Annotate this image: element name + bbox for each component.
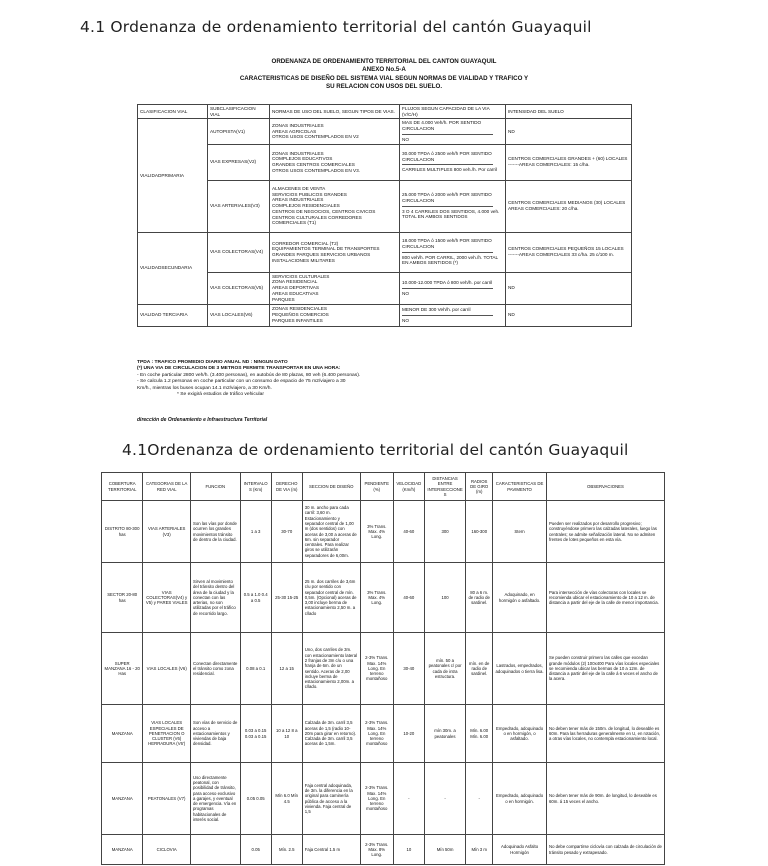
cell-cob: DISTRITO 80-300 has (102, 501, 143, 563)
cell-pav: Stern (493, 501, 547, 563)
doc-header-line3: CARACTERISTICAS DE DISEÑO DEL SISTEMA VIAL SEGUN NORMAS DE VIALIDAD Y TRAFICO Y (239, 75, 529, 82)
land-use-line: COMPLEJOS RESIDENCIALES (272, 203, 340, 209)
table-row (102, 763, 665, 835)
land-use-line: AREAS EDUCATIVAS (272, 290, 319, 296)
note-line: * Se exigirá estudios de tráfico vehicular (177, 392, 264, 398)
flow-line: NO (402, 317, 410, 323)
cell-fun: Son vías de servicio de acceso a estacionamientos y viviendas de baja densidad. (190, 705, 240, 763)
cell-obs: Para intersección de vías colectoras con locales se recomienda ubicar el estacionamiento de 10 a 12 m. de distancia a partir del eje de la calle de menor importancia. (546, 563, 664, 633)
cell-dis: 100 (424, 563, 465, 633)
cell-cat: VIAS ARTERIALES (V3) (143, 501, 191, 563)
cell-fun (190, 835, 240, 865)
land-use-line: PARQUES (272, 296, 295, 302)
cell-int: 0.05 (240, 835, 271, 865)
cell-der: Mín. 2.5 (271, 835, 302, 865)
intensity-cell (506, 304, 632, 326)
table-row (102, 633, 665, 705)
cell-int: 0.5 a 1.0 0.4 a 0.5 (240, 563, 271, 633)
intensity-line: CENTROS COMERCIALES PEQUEÑOS 15 LOCALES (508, 246, 624, 252)
table-row (102, 705, 665, 763)
cell-der: 25-30 15-25 (271, 563, 302, 633)
cell-obs: No deben tener más de 150m. de longitud, lo deseable es 60m. Para las herraduras generalmente en U, en rotación, a otras vías locales, no contempla estacionamiento local. (546, 705, 664, 763)
flow-cell (400, 304, 506, 326)
land-use-line: ZONA RESIDENCIAL (272, 279, 318, 285)
cell-sec: 30 m. ancho para cada carril: 3,60 m. Estacionamiento y separador central de 1,00 m (dos sentidos) con aceras de 3,00 a aceras de 6m. sin separador centrales. Para realizar giros se utilizarán separadores de 6,00m. (302, 501, 360, 563)
subclass-cell: VIAS COLECTORAS(V4) (208, 232, 270, 272)
intensity-cell (506, 272, 632, 304)
subclass-cell: VIAS EXPRESAS(V2) (208, 144, 270, 180)
cell-pav: Empedrado, adoquinado o en hormigón, o asfaltado. (493, 705, 547, 763)
table-row (138, 232, 632, 272)
cell-int: 0.05 0.05 (240, 763, 271, 835)
direccion-label: dirección de Ordenamiento e Infraestructura Territorial (137, 417, 268, 423)
cell-dis: mín 30m. a peatonales (424, 705, 465, 763)
cell-der: Mín 6.0 Mín 4.5 (271, 763, 302, 835)
cell-sec: Uno, dos carriles de 3m. con estacionamiento lateral 2 franjas de 3m c/u o una franja de 6m. de un sentido. Aceras de 2,00 incluye berma de estacionamiento 2,00m. a c/lado. (302, 633, 360, 705)
land-use-line: OTROS USOS CONTEMPLADOS EN V2 (272, 134, 359, 140)
intensity-line: ND (508, 285, 515, 291)
cell-pen: 3% Trans. Max. 4% Long. (360, 501, 393, 563)
note-line: (*) UNA VIA DE CIRCULACION DE 3 METROS PERMITE TRANSPORTAR EN UNA HORA: (137, 366, 341, 372)
intensity-cell (506, 232, 632, 272)
flow-cell (400, 144, 506, 180)
cell-cat: VIAS LOCALES (V6) (143, 633, 191, 705)
cell-pen: 2-3% Trans. Max. 8% Long. (360, 835, 393, 865)
classification-cell: VIALIDAD TERCIARIA (138, 304, 208, 326)
table-row (102, 501, 665, 563)
doc-header-line4: SU RELACION CON USOS DEL SUELO. (325, 83, 443, 90)
land-use-line: ZONAS INDUSTRIALES (272, 150, 324, 156)
cell-dis: 300 (424, 501, 465, 563)
land-use-line: SERVICIOS PUBLICOS GRANDES (272, 191, 347, 197)
cell-vel: 40-60 (393, 563, 424, 633)
page-title-2: 4.1Ordenanza de ordenamiento territorial del cantón Guayaquil (122, 441, 629, 459)
land-use-line: CENTROS CULTURALES CORREDORES COMERCIALES (T1) (272, 214, 362, 226)
header-cell: CLASIFICACION VIAL (138, 105, 208, 119)
land-use-line: AREAS AGRICOLAS (272, 128, 317, 134)
land-use-line: OTROS USOS CONTEMPLADOS EN V3. (272, 167, 361, 173)
cell-sec: Faja Central 1.5 m (302, 835, 360, 865)
cell-vel: 40-60 (393, 501, 424, 563)
cell-rad: mín. en de radio de sardinel. (466, 633, 493, 705)
cell-cob: SECTOR 20-80 has (102, 563, 143, 633)
header-cell: SUBCLASIFICACION VIAL (208, 105, 270, 119)
intensity-line: ND (508, 128, 515, 134)
cell-der: 12 a 15 (271, 633, 302, 705)
intensity-cell (506, 144, 632, 180)
cell-int: 0.08 a 0.1 (240, 633, 271, 705)
land-use-line: ZONAS INDUSTRIALES (272, 122, 324, 128)
note-line: Km/h., mientras los buses ocupan 14.1 m2/viajero, a 30 Km/h. (137, 385, 272, 391)
header-cell: DISTANCIAS ENTRE INTERSECCIONES (424, 473, 465, 501)
cell-pen: 2-3% Trans. Max. 14% Long. En terreno montañoso (360, 705, 393, 763)
road-classification-table (137, 104, 632, 327)
cell-vel: - (393, 763, 424, 835)
cell-cat: VIAS COLECTORAS(V4) y V5) y PARES VIALES (143, 563, 191, 633)
cell-pav: Adoquinado, en hormigón o asfaltado. (493, 563, 547, 633)
table-row (138, 304, 632, 326)
land-use-line: CENTROS DE NEGOCIOS, CENTROS CIVICOS (272, 208, 376, 214)
cell-pen: 2-3% Trans. Max. 14% Long. En terreno montañoso (360, 633, 393, 705)
flow-divider (402, 315, 493, 316)
intensity-cell (506, 119, 632, 144)
table-row (138, 272, 632, 304)
cell-fun: Uso directamente peatonal, con posibilidad de tránsito, para acceso exclusivo a garajes, y eventual de emergencia. Vía en programas habitacionales de interés social. (190, 763, 240, 835)
flow-line: 3 O 4 CARRILES DOS SENTIDOS, 4.000 veh. TOTAL EN AMBOS SENTIDOS (402, 208, 500, 220)
intensity-line: ND (508, 312, 515, 318)
flow-line: NO (402, 290, 410, 296)
doc-header-line1: ORDENANZA DE ORDENAMIENTO TERRITORIAL DEL CANTON GUAYAQUIL (271, 58, 497, 65)
flow-line: 10.000-12.000 TPDA ó 800 veh/h. por carril (402, 279, 493, 285)
header-cell: OBSERVACIONES (546, 473, 664, 501)
land-use-line: COMPLEJOS EDUCATIVOS (272, 156, 333, 162)
header-cell: INTERVALOS (Km) (240, 473, 271, 501)
cell-rad: - (466, 763, 493, 835)
table-row (102, 835, 665, 865)
cell-int: 1 a 3 (240, 501, 271, 563)
cell-fun: Sirven al movimiento del tránsito dentro del área de la ciudad y la conectan con las arterias, no son utilizadas por el tráfico de recorrido largo. (190, 563, 240, 633)
land-use-cell (270, 180, 400, 232)
intensity-line: CENTROS COMERCIALES GRANDES + (60) LOCALES (508, 156, 628, 162)
cell-obs: Pueden ser realizados por desarrollo progresivo; construyéndose primero las calzadas laterales, luego las centrales; se admite señalización lateral. No se admiten frentes de lotes pequeños en esta vía. (546, 501, 664, 563)
cell-vel: 30-40 (393, 633, 424, 705)
cell-obs: No debe compartirse ciclovía con calzada de circulación de tránsito pesado y extrapesado. (546, 835, 664, 865)
classification-cell: VIALIDADPRIMARIA (138, 119, 208, 232)
note-line: - En coche particular 2800 veh/h. (3.400 personas), en autobús de 80 plazas, 80 veh (6.400 personas). (137, 372, 361, 378)
cell-pen: 2-3% Trans. Max. 14% Long. En terreno montañoso (360, 763, 393, 835)
table-row (138, 180, 632, 232)
header-cell: INTENSIDAD DEL SUELO (506, 105, 632, 119)
header-cell: VELOCIDAD (Km/h) (393, 473, 424, 501)
header-cell: CARACTERISTICAS DE PAVIMENTO (493, 473, 547, 501)
cell-vel: 10-20 (393, 705, 424, 763)
land-use-cell (270, 232, 400, 272)
header-cell: FUNCION (190, 473, 240, 501)
land-use-line: PARQUES INFANTILES (272, 317, 323, 323)
cell-cob: SUPER MANZANA 16 - 20 Has (102, 633, 143, 705)
land-use-line: ALMACENES DE VENTA (272, 186, 326, 192)
header-cell: DERECHO DE VIA (m) (271, 473, 302, 501)
cell-cat: PEATONALES (V7) (143, 763, 191, 835)
cell-pav: Empedrado, adoquinado o en hormigón. (493, 763, 547, 835)
cell-sec: Faja central adoquinada, de 3m. la diferencia en la original para caminería pública de acceso a la vivienda. Faja central de 1,5 (302, 763, 360, 835)
land-use-line: GRANDES CENTROS COMERCIALES (272, 162, 355, 168)
cell-cat: CICLOVIA (143, 835, 191, 865)
table-row (138, 144, 632, 180)
header-cell: NORMAS DE USO DEL SUELO, SEGUN TIPOS DE VIAS. (270, 105, 400, 119)
cell-rad: Mín. 6.00 Mín. 6.00 (466, 705, 493, 763)
cell-rad: 80 a 6 m. de radio de sardinel. (466, 563, 493, 633)
cell-rad: 160-300 (466, 501, 493, 563)
land-use-line: SERVICIOS CULTURALES (272, 273, 330, 279)
header-cell: FLUJOS SEGUN CAPACIDAD DE LA VIA (V/C/H) (400, 105, 506, 119)
land-use-line: INSTALACIONES MILITARES (272, 257, 335, 263)
flow-cell (400, 232, 506, 272)
land-use-line: AREAS INDUSTRIALES (272, 197, 324, 203)
header-cell: PENDIENTE (%) (360, 473, 393, 501)
cell-int: 0.03 a 0.15 0.03 a 0.15 (240, 705, 271, 763)
land-use-cell (270, 144, 400, 180)
flow-divider (402, 252, 493, 253)
intensity-cell (506, 180, 632, 232)
intensity-line: -------AREAS COMERCIALES: 15 c/ha. (508, 162, 590, 168)
cell-pav: Adoquinado Asfalto Hormigón (493, 835, 547, 865)
cell-obs: Se pueden construir primero las calles que excedan grande módulos (2) 100x400 Para vías locales especiales se recomienda ubicar las bermas de 10 a 12m. de distancia a partir del eje de la calle á 6 veces el ancho de la acera. (546, 633, 664, 705)
cell-pen: 3% Trans. Max. 4% Long. (360, 563, 393, 633)
cell-fun: Son las vías por donde ocurren los grandes movimientos tránsito de dentro de la ciudad. (190, 501, 240, 563)
land-use-cell (270, 119, 400, 144)
header-cell: SECCION DE DISEÑO (302, 473, 360, 501)
cell-dis: mín. 50 a peatonales c/ por cada de intra estructura. (424, 633, 465, 705)
cell-cat: VIAS LOCALES ESPECIALES DE PENETRACION O CLUSTER (V6) HERRADURA (V6') (143, 705, 191, 763)
flow-line: NO (402, 136, 410, 142)
flow-line: MENOR DE 300 Veh/h. por carril (402, 306, 471, 312)
classification-cell: VIALIDADSECUNDARIA (138, 232, 208, 304)
doc-header-line2: ANEXO No.5-A (362, 66, 406, 73)
header-cell: RADIOS DE GIRO (m) (466, 473, 493, 501)
cell-pav: Lastrados, empedrados, adoquinados o tierra lisa. (493, 633, 547, 705)
land-use-line: GRANDES PARQUES SERVICIOS URBANOS (272, 252, 371, 258)
note-line: TPDA : TRAFICO PROMEDIO DIARIO ANUAL ND : NINGUN DATO (137, 360, 288, 365)
cell-der: 30-70 (271, 501, 302, 563)
cell-fun: Conectan directamente el tránsito como zona residencial. (190, 633, 240, 705)
land-use-line: EQUIPAMIENTOS TERMINAL DE TRANSPORTES (272, 246, 380, 252)
land-use-cell (270, 272, 400, 304)
cell-der: 10 a 12 8 a 10 (271, 705, 302, 763)
land-use-line: PEQUEÑOS COMERCIOS (272, 312, 329, 318)
cell-obs: No deben tener más de 90m. de longitud, lo deseable es 60m. á 15 veces el ancho. (546, 763, 664, 835)
table-row (138, 119, 632, 144)
land-use-line: CORREDOR COMERCIAL (T2) (272, 240, 339, 246)
notes-block (137, 360, 657, 398)
subclass-cell: VIAS ARTERIALES(V3) (208, 180, 270, 232)
land-use-line: AREAS DEPORTIVAS (272, 285, 319, 291)
flow-divider (402, 206, 493, 207)
table-header-row (138, 105, 632, 119)
header-cell: CATEGORIAS DE LA RED VIAL (143, 473, 191, 501)
flow-line: CARRILES MULTIPLES 800 veh./h. Por carril (402, 167, 497, 173)
flow-line: 25.000 TPDA ó 2000 veh/h POR SENTIDO CIRCULACION (402, 192, 492, 203)
flow-line: 18.000 TPDA ó 1500 veh/h POR SENTIDO CIRCULACION (402, 238, 492, 249)
intensity-line: -------AREAS COMERCIALES 33 c/ha. 25 c/100 m. (508, 252, 615, 258)
road-design-table (101, 472, 665, 865)
flow-cell (400, 272, 506, 304)
flow-cell (400, 119, 506, 144)
cell-sec: 25 m. dos carriles de 3,6m c/u por sentido con separador central de mín. 0,5m. (Opcional) aceras de 3,00 incluye berma de estacionamiento 2,50 m. a c/lado (302, 563, 360, 633)
intensity-line: CENTROS COMERCIALES MEDIANOS (30) LOCALES AREAS COMERCIALES: 20 c/ha. (508, 200, 626, 212)
flow-line: 800 veh/h. POR CARRIL, 2000 veh./h. TOTAL EN AMBOS SENTIDOS (*) (402, 254, 498, 266)
flow-divider (402, 134, 493, 135)
cell-dis: - (424, 763, 465, 835)
cell-cob: MANZANA (102, 763, 143, 835)
cell-rad: Mín 3 m (466, 835, 493, 865)
flow-divider (402, 164, 493, 165)
table-header-row (102, 473, 665, 501)
page-title-1: 4.1 Ordenanza de ordenamiento territorial del cantón Guayaquil (80, 18, 592, 36)
land-use-cell (270, 304, 400, 326)
land-use-line: ZONAS RESIDENCIALES (272, 306, 327, 312)
cell-cob: MANZANA (102, 705, 143, 763)
flow-cell (400, 180, 506, 232)
cell-vel: 10 (393, 835, 424, 865)
header-cell: COBERTURA TERRITORIAL (102, 473, 143, 501)
flow-line: MAS DE 4.000 Veh/h. POR SENTIDO CIRCULACION (402, 120, 482, 132)
cell-cob: MANZANA (102, 835, 143, 865)
flow-line: 30.000 TPDA ó 2500 veh/h POR SENTIDO CIRCULACION (402, 150, 492, 162)
cell-dis: Mín 50m (424, 835, 465, 865)
subclass-cell: VIAS LOCALES(V6) (208, 304, 270, 326)
table-row (102, 563, 665, 633)
subclass-cell: AUTOPISTA(V1) (208, 119, 270, 144)
note-line: - Se calcula 1.2 personas en coche particular con un consumo de espacio de 75 m2/viajero a 30 (137, 379, 346, 385)
cell-sec: Calzada de 3m. carril 3,5 aceras de 1,5 (radio 10-20m para girar en retorno). Calzada de 3m. carril 3,5 aceras de 1,5m. (302, 705, 360, 763)
flow-divider (402, 288, 493, 289)
subclass-cell: VIAS COLECTORAS(V5) (208, 272, 270, 304)
